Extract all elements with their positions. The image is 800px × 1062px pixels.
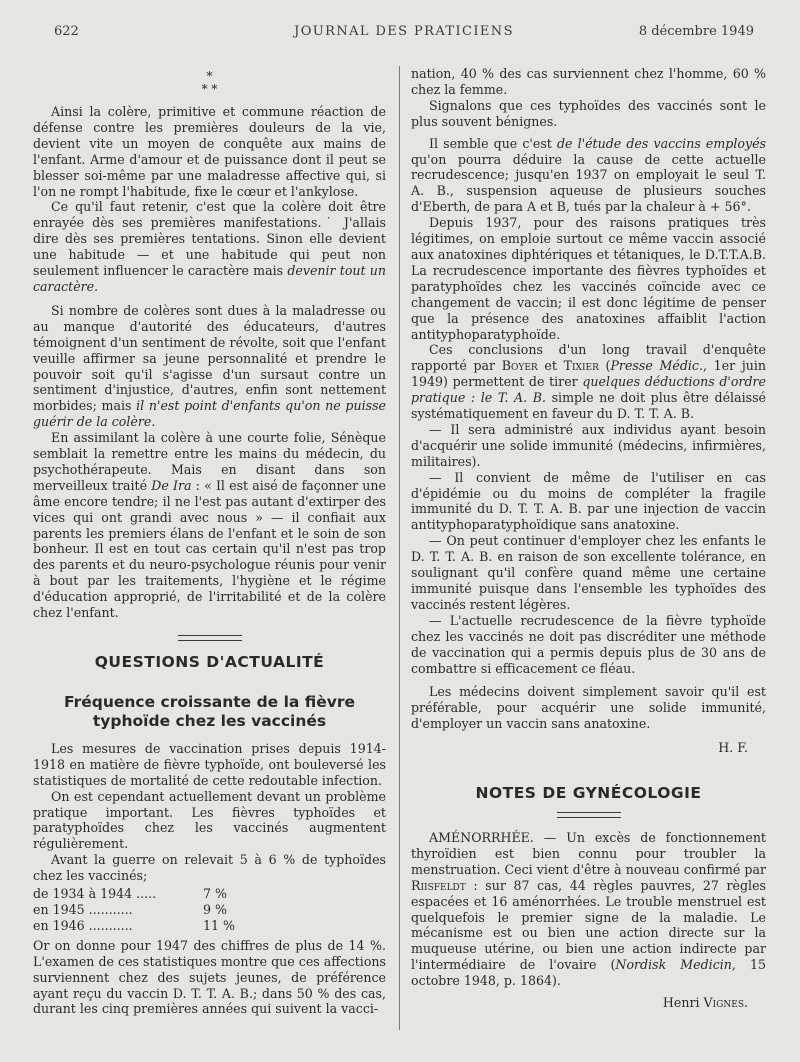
paragraph: Or on donne pour 1947 des chiffres de plus de 14 %. L'examen de ces statistiques montre que ces affections surviennent chez des sujets jeunes, de préférence ayant reçu du vaccin D. T. T. A. B.; dans 50 % des cas, durant les cinq premières années qui suivent la vacci- — [33, 937, 386, 1017]
section-heading: NOTES DE GYNÉCOLOGIE — [475, 784, 702, 803]
section-heading: QUESTIONS D'ACTUALITÉ — [94, 653, 325, 671]
asterism: * * * — [201, 69, 218, 96]
paragraph: En assimilant la colère à une courte folie, Sénèque semblait la remettre entre les mains du médecin, du psychothérapeute. Mais en disant dans son merveilleux traité De Ira : « Il est aisé de façonner une âme encore tendre; il ne l'est pas autant d'extirper des vices qui ont grandi avec nous » — il confiait aux parents les premiers élans de l'enfant et le soin de son bonheur. Il est en tout cas certain qu'il n'est pas trop des parents et du neuro-psychologue réunis pour venir à bout par les traitements, l'hygiène et le régime d'éducation approprié, de l'irritabilité et de la colère chez l'enfant. — [33, 430, 386, 621]
column-divider — [399, 66, 400, 1030]
running-header — [54, 24, 754, 44]
paragraph: — Il convient de même de l'utiliser en cas d'épidémie ou du moins de compléter la fragile immunité du D. T. T. A. B. par une injection de vaccin antityphoparatyphoïdique sans anatoxine. — [411, 469, 766, 533]
paragraph: — On peut continuer d'employer chez les enfants le D. T. T. A. B. en raison de son excellente tolérance, en soulignant qu'il confère quand même une certaine immunité puisque dans l'ensemble les typhoïdes des vaccinés restent légères. — [411, 533, 766, 612]
paragraph: Signalons que ces typhoïdes des vaccinés sont le plus souvent bénignes. — [411, 97, 766, 129]
separator-rule — [557, 812, 621, 818]
left-column — [33, 66, 386, 1017]
list-item: en 1946 ........... 11 % — [33, 917, 235, 933]
paragraph: Ce qu'il faut retenir, c'est que la colère doit être enrayée dès ses premières manifestations.˙ J'allais dire dès ses premières tentations. Sinon elle devient une habitude — et une habitude qui peut non seulement influencer le caractère mais devenir tout un caractère. — [33, 199, 386, 294]
paragraph: Les médecins doivent simplement savoir qu'il est préférable, pour acquérir une solide immunité, d'employer un vaccin sans anatoxine. — [411, 684, 766, 732]
paragraph: AMÉNORRHÉE. — Un excès de fonctionnement thyroïdien est bien connu pour troubler la menstruation. Ceci vient d'être à nouveau confirmé par Riisfeldt : sur 87 cas, 44 règles pauvres, 27 règles espacées et 16 aménorrhées. Le trouble menstruel est quelquefois le premier signe de la maladie. Le mécanisme est ou bien une action directe sur la muqueuse utérine, ou bien une action indirecte par l'intermédiaire de l'ovaire (Nordisk Medicin, 15 octobre 1948, p. 1864). — [411, 829, 766, 989]
list-item: en 1945 ........... 9 % — [33, 901, 227, 917]
author-signature: Henri Vignes. — [662, 995, 748, 1011]
list-item: de 1934 à 1944 ..... 7 % — [33, 886, 227, 902]
paragraph: Si nombre de colères sont dues à la maladresse ou au manque d'autorité des éducateurs, d'autres témoignent d'un sentiment de révolte, soit que l'enfant veuille affirmer sa jeune personnalité et prendre le pouvoir soit qu'il s'agisse d'un sursaut contre un sentiment d'injustice, d'autres, enfin sont nettement morbides; mais il n'est point d'enfants qu'on ne puisse guérir de la colère. — [33, 302, 386, 430]
statistics-list — [33, 886, 386, 934]
issue-date: 8 décembre 1949 — [638, 24, 754, 39]
paragraph: Depuis 1937, pour des raisons pratiques très légitimes, on emploie surtout ce même vaccin associé aux anatoxines diphtériques et tétaniques, le D.T.T.A.B. La recrudescence importante des fièvres typhoïdes et paratyphoïdes chez les vaccinés coïncide avec ce changement de vaccin; il est donc légitime de penser que la présence des anatoxines affaiblit l'action antityphoparatyphoïde. — [411, 215, 766, 342]
paragraph: Ainsi la colère, primitive et commune réaction de défense contre les premières douleurs de la vie, devient vite un moyen de conquête aux mains de l'enfant. Arme d'amour et de puissance dont il peut se blesser soi-même par une maladresse affective qui, si l'on ne rompt l'habitude, fixe le cœur et l'ankylose. — [33, 104, 386, 199]
paragraph: — L'actuelle recrudescence de la fièvre typhoïde chez les vaccinés ne doit pas discréditer une méthode de vaccination qui a permis depuis plus de 30 ans de combattre si efficacement ce fléau. — [411, 612, 766, 676]
paragraph: Les mesures de vaccination prises depuis 1914-1918 en matière de fièvre typhoïde, ont bouleversé les statistiques de mortalité de cette redoutable infection. — [33, 740, 386, 788]
separator-rule — [178, 635, 242, 641]
signature: H. F. — [718, 740, 748, 756]
paragraph: On est cependant actuellement devant un problème pratique important. Les fièvres typhoïdes et paratyphoïdes chez les vaccinés augmentent régulièrement. — [33, 788, 386, 852]
article-title: Fréquence croissante de la fièvre typhoïde chez les vaccinés — [63, 692, 356, 730]
right-column — [411, 66, 766, 1011]
paragraph: — Il sera administré aux individus ayant besoin d'acquérir une solide immunité (médecins, infirmières, militaires). — [411, 421, 766, 469]
paragraph: Il semble que c'est de l'étude des vaccins employés qu'on pourra déduire la cause de cette actuelle recrudescence; jusqu'en 1937 on employait le seul T. A. B., suspension aqueuse de plusieurs souches d'Eberth, de para A et B, tués par la chaleur à + 56°. — [411, 135, 766, 215]
paragraph: nation, 40 % des cas surviennent chez l'homme, 60 % chez la femme. — [411, 66, 766, 97]
page-number: 622 — [54, 24, 79, 39]
paragraph: Avant la guerre on relevait 5 à 6 % de typhoïdes chez les vaccinés; — [33, 852, 386, 884]
journal-title: JOURNAL DES PRATICIENS — [294, 24, 514, 39]
paragraph: Ces conclusions d'un long travail d'enquête rapporté par Boyer et Tixier (Presse Médic., 1er juin 1949) permettent de tirer quelques déductions d'ordre pratique : le T. A. B. simple ne doit plus être délaissé systématiquement en faveur du D. T. T. A. B. — [411, 342, 767, 422]
